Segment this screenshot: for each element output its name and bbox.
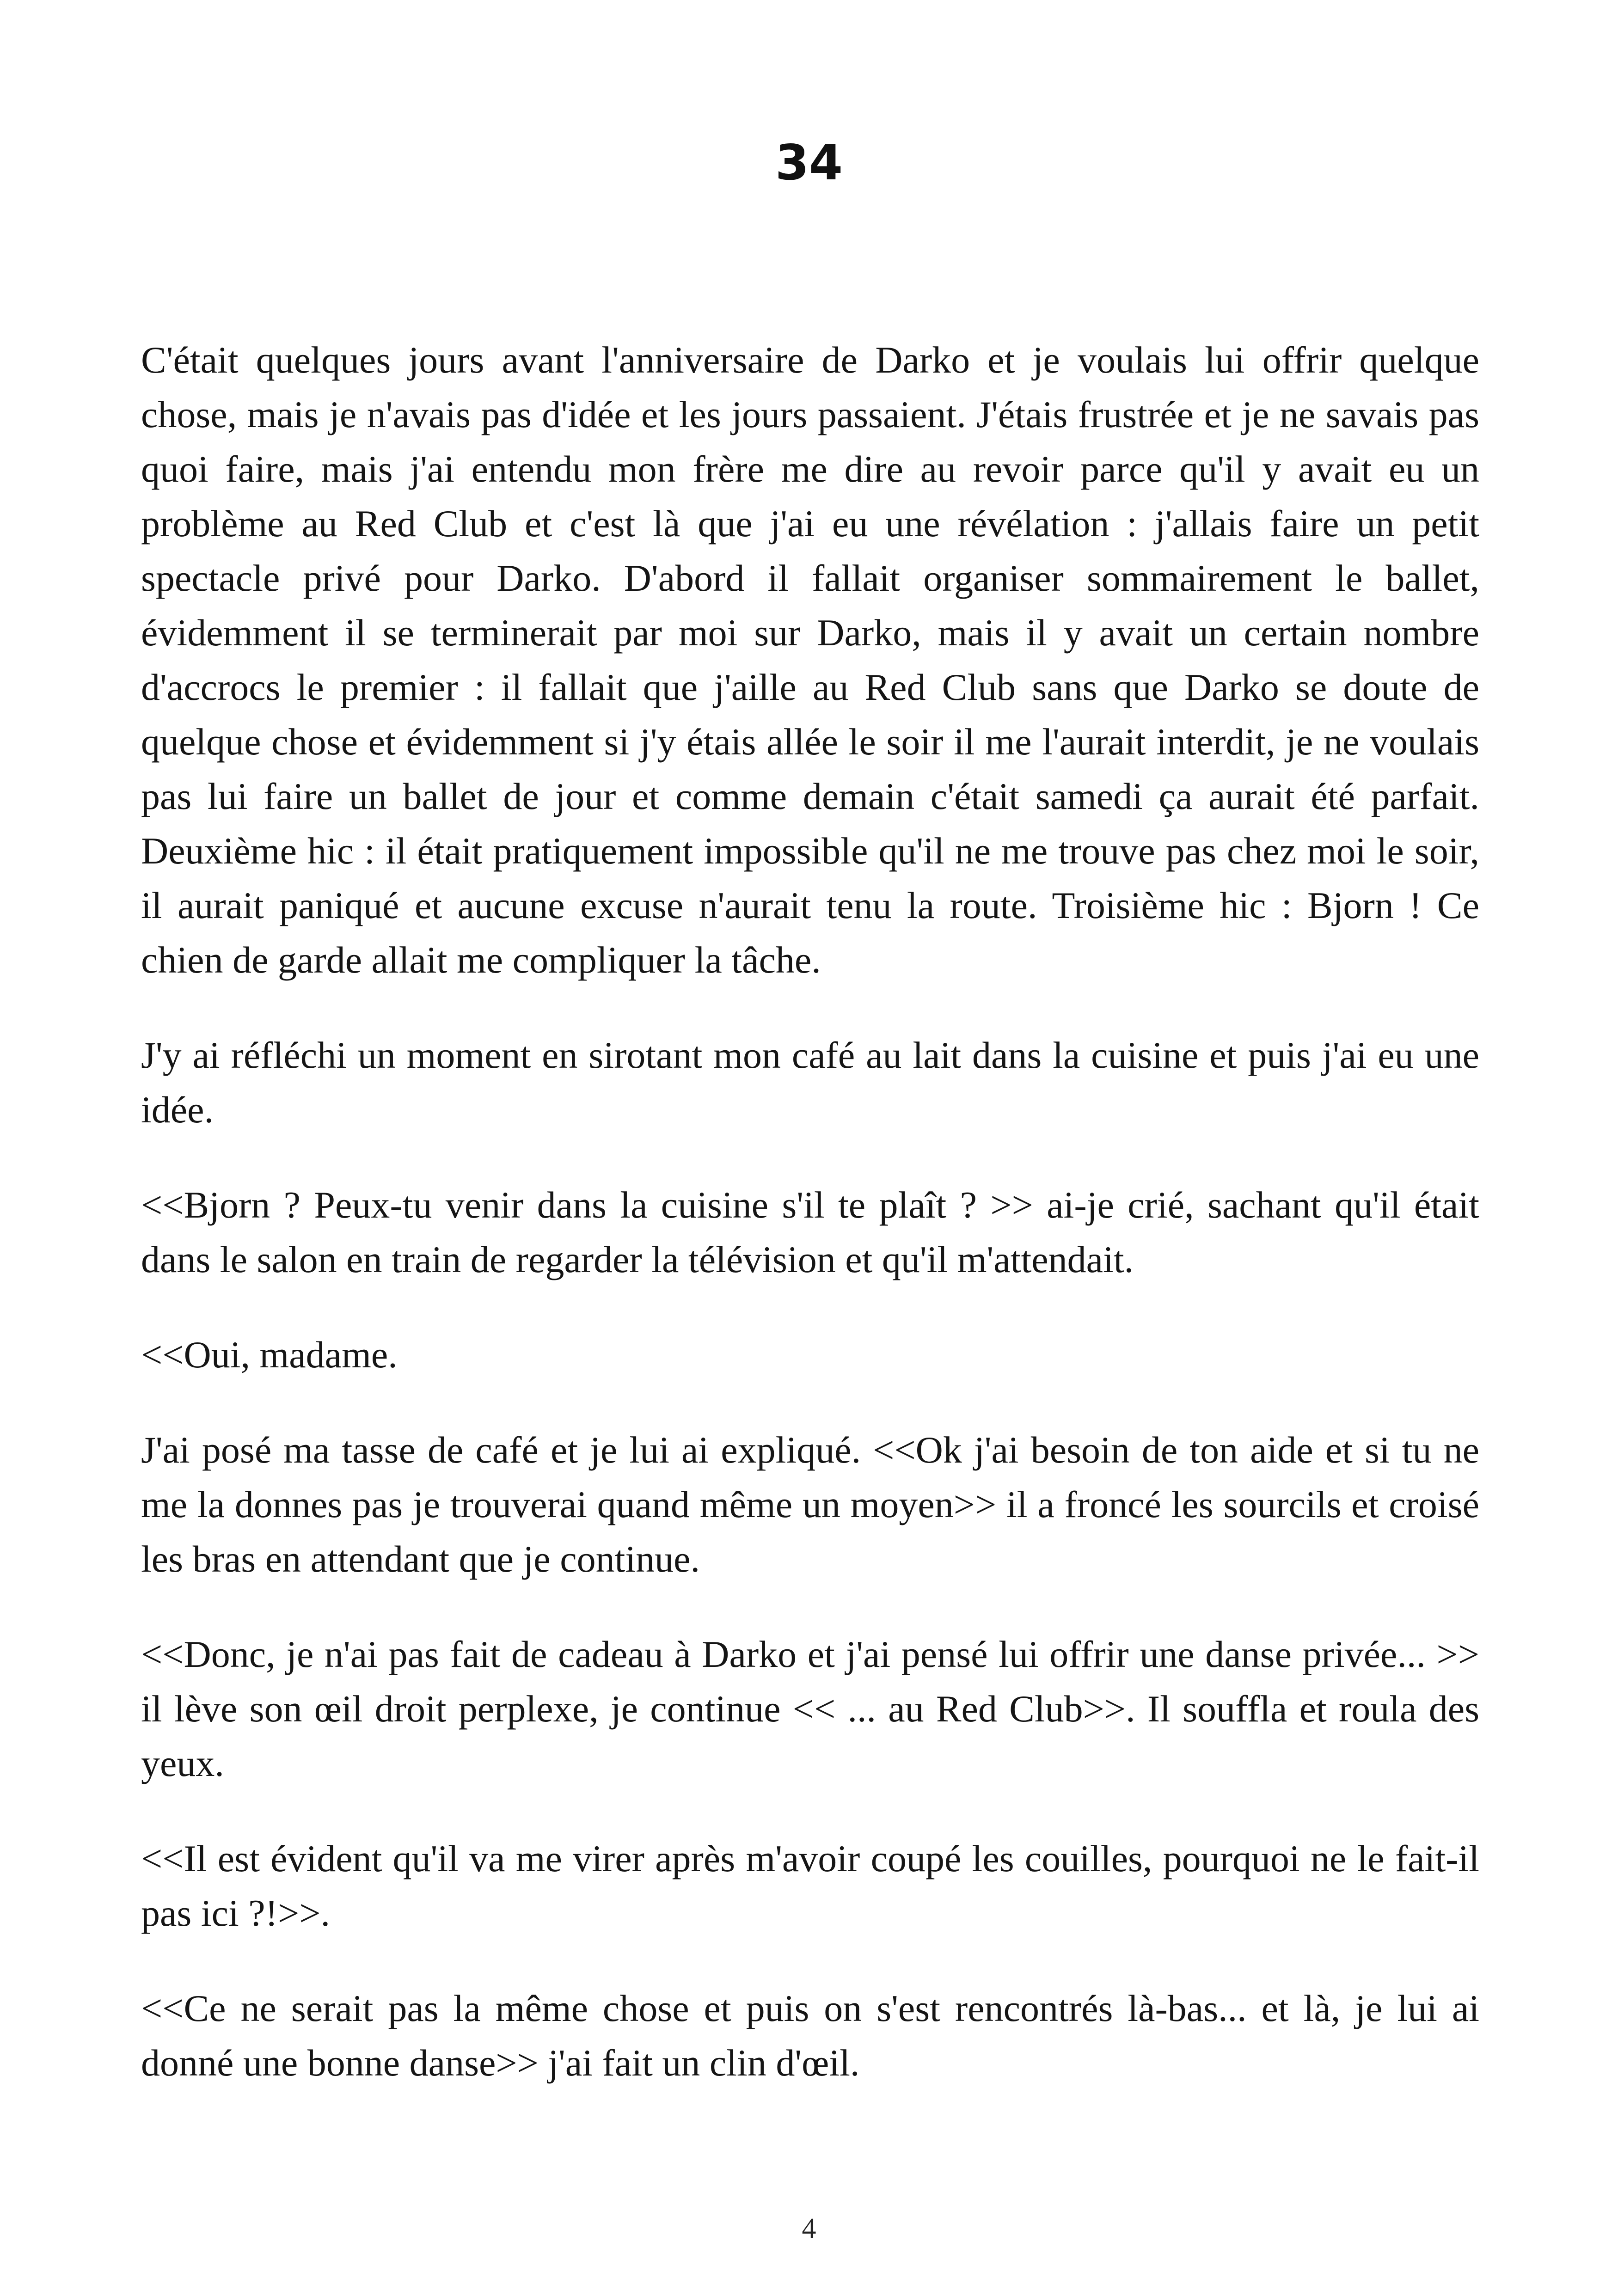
paragraph-reply: <<Oui, madame. bbox=[141, 1334, 398, 1376]
paragraph-wink: <<Ce ne serait pas la même chose et puis on s'est rencontrés là-bas... et là, je lui ai donné une bonne danse>> j'ai fait un clin d'œil. bbox=[141, 1987, 1479, 2084]
paragraph-explanation: J'ai posé ma tasse de café et je lui ai expliqué. <<Ok j'ai besoin de ton aide et si tu ne me la donnes pas je trouverai quand même un moyen>> il a froncé les sourcils et croisé les bras en attendant que je continue. bbox=[141, 1429, 1479, 1580]
paragraph-reflection: J'y ai réfléchi un moment en sirotant mon café au lait dans la cuisine et puis j'ai eu une idée. bbox=[141, 1034, 1479, 1131]
chapter-number-heading: 34 bbox=[775, 135, 843, 191]
paragraph-call-bjorn: <<Bjorn ? Peux-tu venir dans la cuisine s'il te plaît ? >> ai-je crié, sachant qu'il était dans le salon en train de regarder la télévision et qu'il m'attendait. bbox=[141, 1184, 1479, 1280]
paragraph-gift-idea: <<Donc, je n'ai pas fait de cadeau à Darko et j'ai pensé lui offrir une danse privée... >> il lève son œil droit perplexe, je continue << ... au Red Club>>. Il souffla et roula des yeux. bbox=[141, 1633, 1479, 1784]
chapter-body-text bbox=[141, 333, 1479, 2131]
page-number: 4 bbox=[802, 2213, 816, 2244]
paragraph-objection: <<Il est évident qu'il va me virer après m'avoir coupé les couilles, pourquoi ne le fait-il pas ici ?!>>. bbox=[141, 1837, 1479, 1934]
paragraph-opening: C'était quelques jours avant l'anniversaire de Darko et je voulais lui offrir quelque chose, mais je n'avais pas d'idée et les jours passaient. J'étais frustrée et je ne savais pas quoi faire, mais j'ai entendu mon frère me dire au revoir parce qu'il y avait eu un problème au Red Club et c'est là que j'ai eu une révélation : j'allais faire un petit spectacle privé pour Darko. D'abord il fallait organiser sommairement le ballet, évidemment il se terminerait par moi sur Darko, mais il y avait un certain nombre d'accrocs le premier : il fallait que j'aille au Red Club sans que Darko se doute de quelque chose et évidemment si j'y étais allée le soir il me l'aurait interdit, je ne voulais pas lui faire un ballet de jour et comme demain c'était samedi ça aurait été parfait. Deuxième hic : il était pratiquement impossible qu'il ne me trouve pas chez moi le soir, il aurait paniqué et aucune excuse n'aurait tenu la route. Troisième hic : Bjorn ! Ce chien de garde allait me compliquer la tâche. bbox=[141, 339, 1479, 981]
